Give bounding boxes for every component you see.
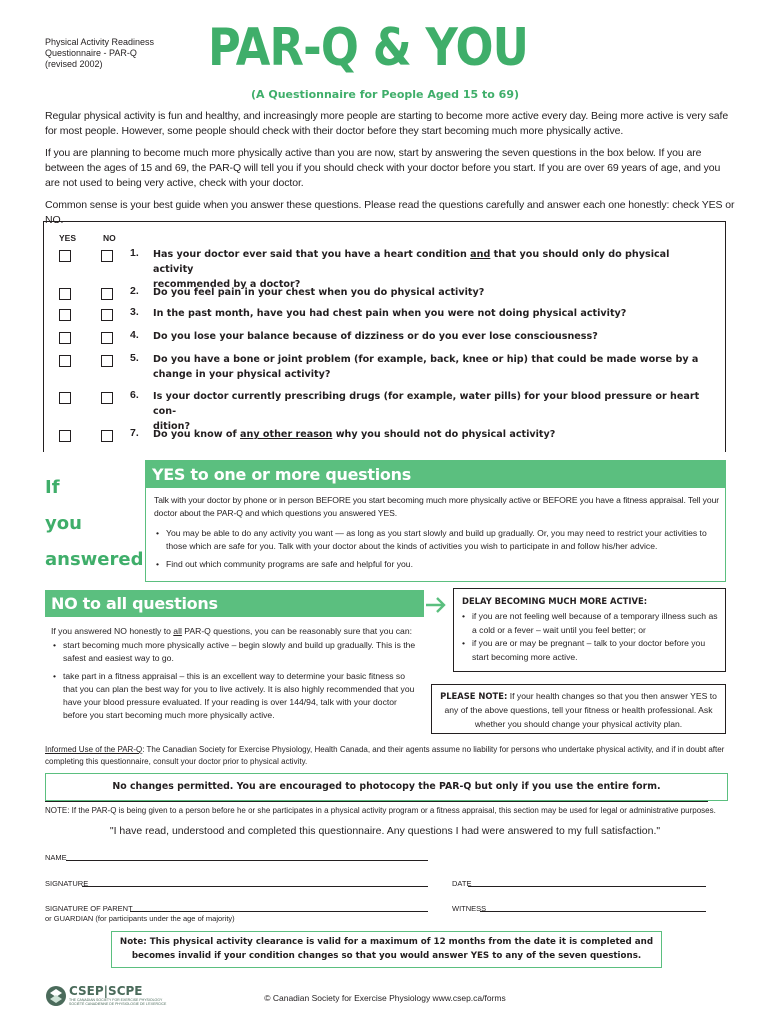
question-text-part: In the past month, have you had chest pain when you were not doing physical activity?: [153, 308, 627, 319]
list-item: • You may be able to do any activity you want — as long as you start slowly and build up gradually. Or, you may need to restrict your activities to those which are safe for you. Talk with your doctor about the kinds of activities you wish to participate in and follow his/her advice.: [154, 527, 719, 553]
no-changes-box: [45, 773, 728, 801]
page-title: PAR-Q & YOU: [208, 18, 529, 78]
date-field[interactable]: [468, 886, 706, 887]
intro-paragraph: If you are planning to become much more physically active than you are now, start by answering the seven questions in the box below. If you are between the ages of 15 and 69, the PAR-Q will tell you if you should check with your doctor before you start. If you are over 69 years of age, and you are not used to being very active, check with your doctor.: [45, 147, 721, 189]
form-id-line: Questionnaire - PAR-Q: [45, 48, 137, 58]
delay-box: [453, 588, 726, 672]
yes-section-bullets: [154, 527, 719, 571]
question-line: recommended by a doctor?: [153, 279, 301, 290]
yes-section-text: Talk with your doctor by phone or in person BEFORE you start becoming much more physically active or BEFORE you have a fitness appraisal. Tell your doctor about the PAR-Q and which questions you answered YES.: [154, 495, 720, 518]
question-text-part: Do you feel pain in your chest when you do physical activity?: [153, 287, 485, 298]
yes-checkbox[interactable]: [59, 355, 71, 367]
parent-signature-field[interactable]: [130, 911, 428, 912]
question-number: 3.: [130, 306, 139, 318]
please-note-text: [436, 689, 721, 731]
question-text: [153, 285, 713, 300]
question-text-part: Has your doctor ever said that you have a heart condition: [153, 249, 471, 260]
signature-field[interactable]: [82, 886, 428, 887]
question-line: [153, 352, 713, 367]
divider: [45, 801, 708, 802]
question-line: [153, 427, 713, 442]
no-checkbox[interactable]: [101, 288, 113, 300]
question-text-part: Do you have a bone or joint problem (for example, back, knee or hip) that could be made worse by a: [153, 354, 699, 365]
arrow-right-icon: [425, 597, 447, 613]
no-intro-underline: all: [173, 626, 182, 636]
delay-title: DELAY BECOMING MUCH MORE ACTIVE:: [462, 596, 648, 606]
form-id-line: (revised 2002): [45, 59, 103, 69]
yes-section: [145, 460, 726, 582]
signature-label: SIGNATURE: [45, 879, 89, 888]
informed-use: [45, 744, 735, 768]
list-item: • start becoming much more physically active – begin slowly and build up gradually. This is the safest and easiest way to go.: [51, 639, 421, 665]
please-note-label: PLEASE NOTE:: [440, 691, 508, 701]
no-intro-text: PAR-Q questions, you can be reasonably sure that you can:: [181, 626, 412, 636]
question-text-part: Do you know of: [153, 429, 241, 440]
question-text-part: Is your doctor currently prescribing drugs (for example, water pills) for your blood pressure or heart con-: [153, 391, 700, 417]
question-line: dition?: [153, 421, 191, 432]
yes-checkbox[interactable]: [59, 250, 71, 262]
list-item: • if you are or may be pregnant – talk to your doctor before you start becoming more active.: [460, 637, 720, 664]
if-you-answered-label: [45, 470, 143, 578]
no-changes-text: No changes permitted. You are encouraged to photocopy the PAR-Q but only if you use the entire form.: [112, 781, 661, 792]
question-line: [153, 306, 713, 321]
declaration-quote: "I have read, understood and completed this questionnaire. Any questions I had were answered to my full satisfaction.": [109, 825, 661, 837]
list-item: • take part in a fitness appraisal – this is an excellent way to determine your basic fitness so that you can plan the best way for you to live actively. It is also highly recommended that you have your blood pressure evaluated. If your reading is over 144/94, talk with your doctor before you start becoming much more physically active.: [51, 670, 421, 722]
no-checkbox[interactable]: [101, 355, 113, 367]
yes-checkbox[interactable]: [59, 309, 71, 321]
question-line: [153, 285, 713, 300]
if-label-line: you: [45, 513, 82, 534]
copyright: © Canadian Society for Exercise Physiology www.csep.ca/forms: [264, 993, 506, 1003]
validity-note-line: Note: This physical activity clearance is valid for a maximum of 12 months from the date it is completed and: [119, 937, 654, 947]
informed-use-label: Informed Use of the PAR-Q: [45, 745, 143, 754]
date-label: DATE: [452, 879, 472, 888]
yes-checkbox[interactable]: [59, 392, 71, 404]
question-number: 4.: [130, 329, 139, 341]
question-text-part: Do you lose your balance because of dizziness or do you ever lose consciousness?: [153, 331, 598, 342]
legal-note: NOTE: If the PAR-Q is being given to a person before he or she participates in a physical activity program or a fitness appraisal, this section may be used for legal or administrative purposes.: [45, 806, 716, 815]
question-text-part: that you should only do physical activity: [153, 249, 670, 275]
informed-use-text: : The Canadian Society for Exercise Physiology, Health Canada, and their agents assume no liability for persons who undertake physical activity, and if in doubt after completing this questionnaire, consult your doctor prior to physical activity.: [45, 745, 725, 766]
no-section: [45, 590, 424, 732]
no-section-title: NO to all questions: [45, 590, 424, 617]
no-section-intro: [51, 625, 421, 638]
no-checkbox[interactable]: [101, 250, 113, 262]
list-item: • Find out which community programs are safe and helpful for you.: [154, 558, 719, 571]
if-label-line: answered: [45, 549, 144, 570]
if-label-line: If: [45, 477, 60, 498]
delay-bullets: [460, 610, 720, 664]
witness-field[interactable]: [480, 911, 706, 912]
question-number: 6.: [130, 389, 139, 401]
validity-note-box: [111, 931, 662, 968]
yes-column-header: YES: [59, 233, 77, 243]
question-number: 2.: [130, 285, 139, 297]
list-item: • if you are not feeling well because of a temporary illness such as a cold or a fever – wait until you feel better; or: [460, 610, 720, 637]
question-line: change in your physical activity?: [153, 369, 331, 380]
page-subtitle: (A Questionnaire for People Aged 15 to 69): [251, 88, 519, 101]
name-label: NAME: [45, 853, 67, 862]
question-text-underlined: and: [470, 249, 491, 260]
validity-note-line: becomes invalid if your condition changes so that you would answer YES to any of the seven questions.: [131, 951, 642, 961]
form-id-line: Physical Activity Readiness: [45, 37, 155, 47]
csep-logo-text: CSEP|SCPE: [69, 984, 143, 998]
no-checkbox[interactable]: [101, 430, 113, 442]
question-number: 5.: [130, 352, 139, 364]
parent-signature-label: SIGNATURE OF PARENT: [45, 904, 133, 913]
question-line: [153, 329, 713, 344]
no-section-bullets: [51, 639, 421, 722]
question-text: [153, 329, 713, 344]
please-note-box: [431, 684, 726, 734]
no-checkbox[interactable]: [101, 309, 113, 321]
no-column-header: NO: [103, 233, 116, 243]
yes-checkbox[interactable]: [59, 288, 71, 300]
no-checkbox[interactable]: [101, 392, 113, 404]
no-checkbox[interactable]: [101, 332, 113, 344]
no-intro-text: If you answered NO honestly to: [51, 626, 174, 636]
question-number: 7.: [130, 427, 139, 439]
question-line: [153, 389, 713, 419]
please-note-body: If your health changes so that you then answer YES to any of the above questions, tell your fitness or health professional. Ask whether you should change your physical activity plan.: [444, 691, 717, 729]
guardian-label: or GUARDIAN (for participants under the age of majority): [45, 914, 235, 923]
yes-checkbox[interactable]: [59, 332, 71, 344]
yes-checkbox[interactable]: [59, 430, 71, 442]
csep-logo-subtext: THE CANADIAN SOCIETY FOR EXERCISE PHYSIOLOGY: [69, 998, 163, 1002]
question-text: [153, 427, 713, 442]
intro-paragraph: Regular physical activity is fun and healthy, and increasingly more people are starting to become more active every day. Being more active is very safe for most people. However, some people should check with their doctor before they start becoming much more physically active.: [45, 110, 729, 137]
question-text-underlined: any other reason: [240, 429, 333, 440]
form-id-block: [45, 37, 154, 70]
question-text-part: why you should not do physical activity?: [332, 429, 556, 440]
question-line: [153, 247, 713, 277]
witness-label: WITNESS: [452, 904, 487, 913]
question-number: 1.: [130, 247, 139, 259]
question-text: [153, 352, 713, 382]
yes-section-title: YES to one or more questions: [146, 461, 725, 488]
name-field[interactable]: [66, 860, 428, 861]
csep-logo-subtext: SOCIÉTÉ CANADIENNE DE PHYSIOLOGIE DE L'EXERCICE: [69, 1002, 167, 1006]
intro-paragraph: Common sense is your best guide when you answer these questions. Please read the questions carefully and answer each one honestly: check YES or NO.: [45, 199, 735, 226]
question-text: [153, 306, 713, 321]
